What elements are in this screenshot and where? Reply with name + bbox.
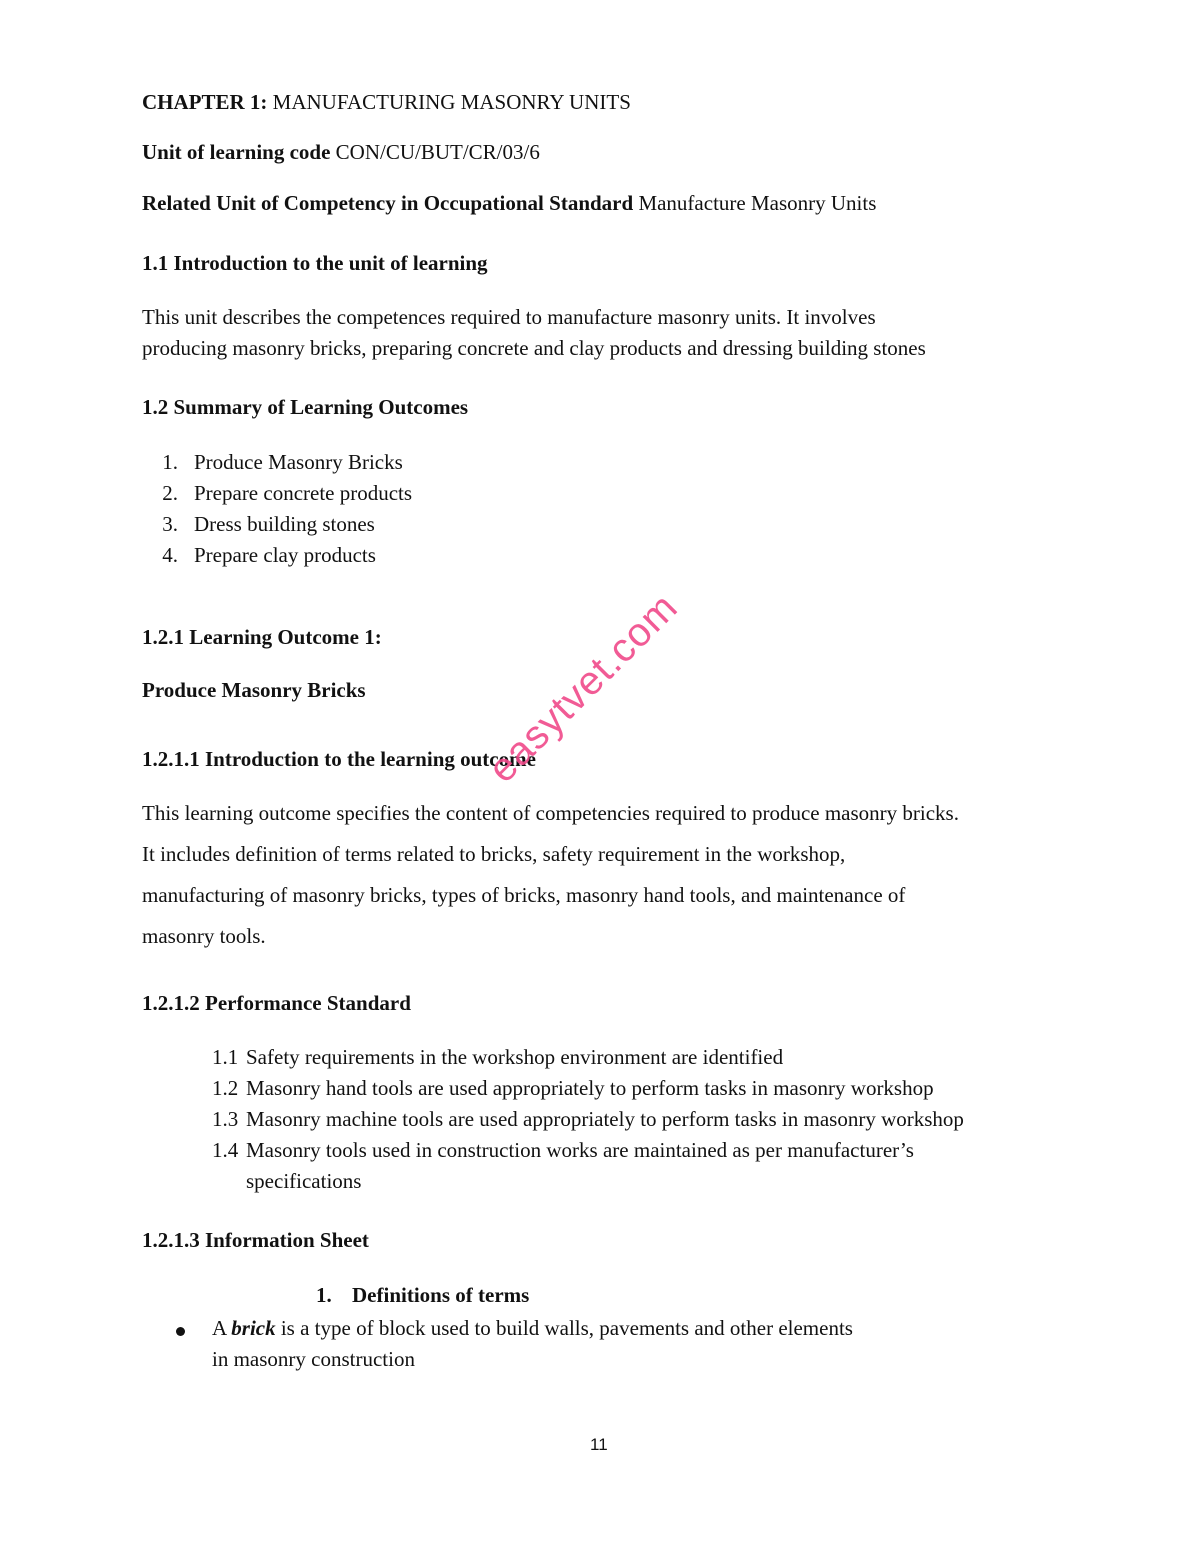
summary-item <box>142 450 403 475</box>
performance-item <box>212 1138 914 1163</box>
lo-intro-line: manufacturing of masonry bricks, types of bricks, masonry hand tools, and maintenance of <box>142 883 906 907</box>
bullet-icon <box>176 1327 185 1336</box>
definitions-number: 1. <box>316 1283 332 1307</box>
definition-text: is a type of block used to build walls, pavements and other elements <box>280 1316 853 1340</box>
outcome1-title: Produce Masonry Bricks <box>142 678 366 702</box>
summary-item <box>142 512 375 537</box>
definitions-title: Definitions of terms <box>352 1283 530 1307</box>
performance-item-number: 1.1 <box>212 1045 239 1069</box>
summary-item-text: Produce Masonry Bricks <box>194 450 403 474</box>
definition-term: brick <box>231 1316 276 1340</box>
performance-item-number: 1.2 <box>212 1076 239 1100</box>
watermark: easytvet.com <box>480 584 687 792</box>
performance-heading: 1.2.1.2 Performance Standard <box>142 991 411 1015</box>
performance-item-continuation: specifications <box>246 1169 362 1193</box>
performance-item-number: 1.3 <box>212 1107 239 1131</box>
chapter-label: CHAPTER 1: <box>142 90 268 114</box>
lo-intro-line: It includes definition of terms related to bricks, safety requirement in the workshop, <box>142 842 846 866</box>
summary-item-number: 2. <box>162 481 178 505</box>
lo-intro-line: This learning outcome specifies the content of competencies required to produce masonry bricks. <box>142 801 959 825</box>
performance-item-text: Masonry hand tools are used appropriately to perform tasks in masonry workshop <box>246 1076 934 1100</box>
intro-heading: 1.1 Introduction to the unit of learning <box>142 251 488 275</box>
unit-code-label: Unit of learning code <box>142 140 331 164</box>
summary-item-number: 4. <box>162 543 178 567</box>
summary-item-text: Dress building stones <box>194 512 375 536</box>
definition-prefix: A <box>212 1316 227 1340</box>
performance-item-text: Masonry tools used in construction works are maintained as per manufacturer’s <box>246 1138 914 1162</box>
summary-item-number: 3. <box>162 512 178 536</box>
performance-item <box>212 1076 934 1101</box>
lo-intro-line: masonry tools. <box>142 924 266 948</box>
summary-item-number: 1. <box>162 450 178 474</box>
summary-item-text: Prepare clay products <box>194 543 376 567</box>
summary-item-text: Prepare concrete products <box>194 481 413 505</box>
unit-code-line <box>142 140 540 165</box>
related-unit-line <box>142 191 876 216</box>
definition-brick-line1 <box>212 1316 853 1341</box>
summary-heading: 1.2 Summary of Learning Outcomes <box>142 395 469 419</box>
performance-item-text: Safety requirements in the workshop environment are identified <box>246 1045 784 1069</box>
definition-brick-line2: in masonry construction <box>212 1347 415 1371</box>
info-sheet-heading: 1.2.1.3 Information Sheet <box>142 1228 369 1252</box>
summary-item <box>142 481 412 506</box>
chapter-title: MANUFACTURING MASONRY UNITS <box>272 90 631 114</box>
intro-line-1: This unit describes the competences required to manufacture masonry units. It involves <box>142 305 876 329</box>
unit-code-value: CON/CU/BUT/CR/03/6 <box>335 140 540 164</box>
lo-intro-heading: 1.2.1.1 Introduction to the learning outcome <box>142 747 536 771</box>
outcome1-heading: 1.2.1 Learning Outcome 1: <box>142 625 382 649</box>
page-number: 11 <box>590 1435 608 1454</box>
definitions-heading <box>316 1283 529 1308</box>
chapter-heading <box>142 90 631 115</box>
performance-item-text: Masonry machine tools are used appropriately to perform tasks in masonry workshop <box>246 1107 964 1131</box>
performance-item <box>212 1045 783 1070</box>
performance-item-number: 1.4 <box>212 1138 239 1162</box>
performance-item <box>212 1107 964 1132</box>
related-unit-value: Manufacture Masonry Units <box>638 191 877 215</box>
intro-line-2: producing masonry bricks, preparing concrete and clay products and dressing building stones <box>142 336 926 360</box>
summary-item <box>142 543 376 568</box>
related-unit-label: Related Unit of Competency in Occupational Standard <box>142 191 634 215</box>
